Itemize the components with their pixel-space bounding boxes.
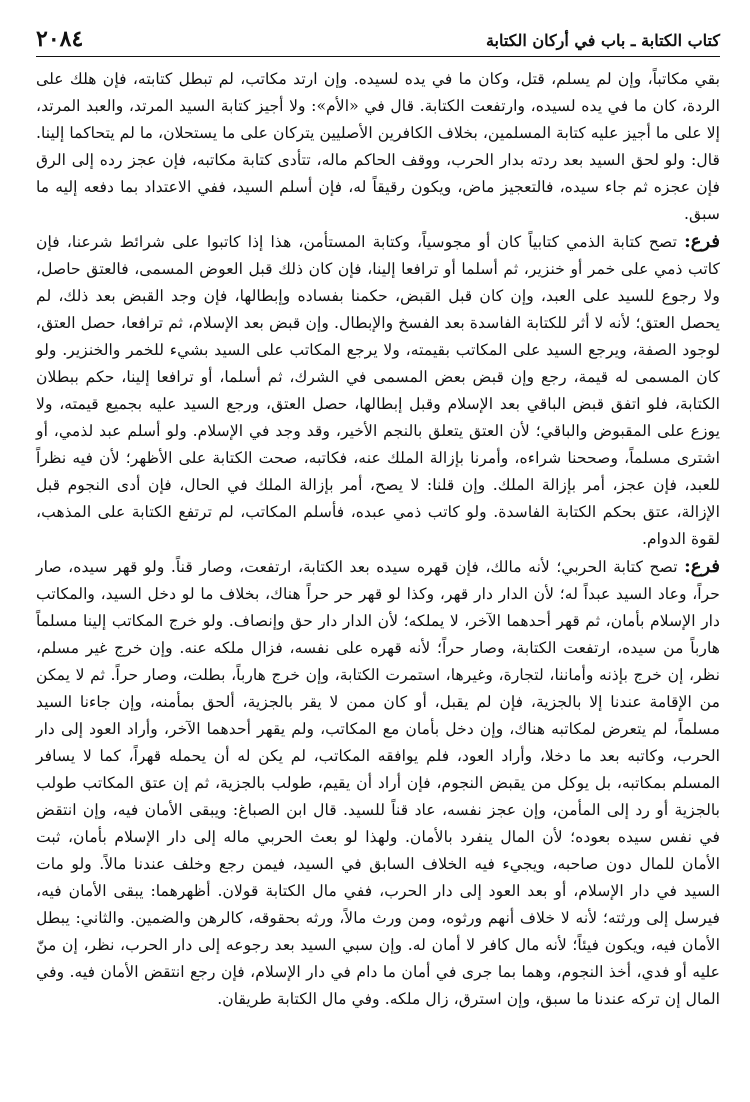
paragraph (36, 228, 720, 552)
paragraph-text: تصح كتابة الذمي كتابياً كان أو مجوسياً، وكتابة المستأمن، هذا إذا كاتبوا على شرائط شرعنا، فإن كاتب ذمي على خمر أو خنزير، ثم أسلما أو ترافعا إلينا، فإن كان ذلك قبل العوض المسمى، فالعتق حاصل، ولا رجوع للسيد على العبد، وإن كان قبل القبض، حكمنا بفساده وإبطالها، فإن وجد القبض بعد ذلك، لم يحصل العتق؛ لأنه لا أثر للكتابة الفاسدة بعد الفسخ والإبطال. وإن قبض بعد الإسلام، ثم ترافعا، حصل العتق، لوجود الصفة، ويرجع السيد على المكاتب بقيمته، ولا يرجع المكاتب على السيد بشيء للخمر والخنزير. ولو كان المسمى له قيمة، رجع وإن قبض بعض المسمى في الشرك، ثم أسلما، أو ترافعا إلينا، حكم ببطلان الكتابة، فلو اتفق قبض الباقي بعد الإسلام وقبل إبطالها، حصل العتق، ورجع السيد عليه بجميع قيمته، ولا يوزع على المقبوض والباقي؛ لأن العتق يتعلق بالنجم الأخير، وقد وجد في الإسلام. ولو أسلم عبد لذمي، أو اشترى مسلماً، وصححنا شراءه، وأمرنا بإزالة الملك عنه، فكاتبه، صحت الكتابة على الأظهر؛ لأن فيه نظراً للعبد، فإن عجز، أمر بإزالة الملك. وإن قلنا: لا يصح، أمر بإزالة الملك في الحال، فإن أدى النجوم قبل الإزالة، عتق بحكم الكتابة الفاسدة. ولو كاتب ذمي عبده، فأسلم المكاتب، لم ترتفع الكتابة على المذهب، لقوة الدوام. (36, 232, 720, 548)
paragraph-text: تصح كتابة الحربي؛ لأنه مالك، فإن قهره سيده بعد الكتابة، ارتفعت، وصار قناً. ولو قهر سيده، صار حراً، وعاد السيد عبداً له؛ لأن الدار دار قهر، وكذا لو قهر حر حراً هناك، بخلاف ما لو دخل السيد، والمكاتب دار الإسلام بأمان، ثم قهر أحدهما الآخر، لا يملكه؛ لأن الدار دار حق وإنصاف. ولو خرج المكاتب إلينا مسلماً هارباً من سيده، ارتفعت الكتابة، وصار حراً؛ لأنه قهره على نفسه، فزال ملكه عنه. وإن خرج غير مسلم، نظر، إن خرج بإذنه وأماننا، لتجارة، وغيرها، استمرت الكتابة، وإن خرج هارباً، بطلت، وصار حراً. ثم لا يمكن من الإقامة عندنا إلا بالجزية، فإن لم يقبل، أو كان ممن لا يقر بالجزية، ألحق بمأمنه، وإن جاءنا السيد مسلماً، لم يتعرض لمكاتبه هناك، وإن دخل بأمان مع المكاتب، ولم يقهر أحدهما الآخر، وأراد العود إلى دار الحرب، وكاتبه بعد ما دخلا، وأراد العود، فلم يوافقه المكاتب، لم يكن له أن يحمله قهراً، كما لا يسافر المسلم بمكاتبه، بل يوكل من يقبض النجوم، فإن أراد أن يقيم، طولب بالجزية، ثم إن عتق المكاتب طولب بالجزية أو رد إلى المأمن، وإن عجز نفسه، عاد قناً للسيد. قال ابن الصباغ: ويبقى الأمان فيه، وإن انتقض في نفس سيده بعوده؛ لأن المال ينفرد بالأمان. ولهذا لو بعث الحربي ماله إلى دار الإسلام بأمان، ثبت الأمان للمال دون صاحبه، ويجيء فيه الخلاف السابق في السيد، فيمن رجع وخلف عندنا مالاً. ولو مات السيد في دار الإسلام، أو بعد العود إلى دار الحرب، ففي مال الكتابة قولان. أظهرهما: يبقى الأمان فيه، فيرسل إلى ورثته؛ لأنه لا خلاف أنهم ورثوه، ومن ورث مالاً، ورثه بحقوقه، كالرهن والضمين. والثاني: يبطل الأمان فيه، ويكون فيئاً؛ لأنه مال كافر لا أمان له. وإن سبي السيد بعد رجوعه إلى دار الحرب، نظر، إن منّ عليه أو فدي، أخذ النجوم، وهما بما جرى في أمان ما دام في دار الإسلام، فإن رجع انتقض الأمان فيه. وفي المال إن تركه عندنا ما سبق، وإن استرق، زال ملكه. وفي مال الكتابة طريقان. (36, 557, 720, 1008)
running-title: كتاب الكتابة ـ باب في أركان الكتابة (485, 31, 720, 50)
page-header (36, 26, 720, 57)
paragraph (36, 65, 720, 227)
body-text (36, 65, 720, 1012)
section-label: فرع: (684, 556, 720, 577)
paragraph-text: بقي مكاتباً، وإن لم يسلم، قتل، وكان ما في يده لسيده. وإن ارتد مكاتب، لم تبطل كتابته، فإن هلك على الردة، كان ما في يده لسيده، وارتفعت الكتابة. قال في «الأم»: ولا أجيز كتابة السيد المرتد، والعبد المرتد، إلا على ما أجيز عليه كتابة المسلمين، بخلاف الكافرين الأصليين يتركان على ما يستحلان، ما لم يتحاكما إلينا. قال: ولو لحق السيد بعد ردته بدار الحرب، ووقف الحاكم ماله، تتأدى كتابة مكاتبه، فإن عجز رده إلى الرق فإن عجزه ثم جاء سيده، فالتعجيز ماض، ويكون رقيقاً له، فإن أسلم السيد، ففي الاعتداد بما دفعه إليه ما سبق. (36, 69, 720, 223)
page-number: ٢٠٨٤ (36, 26, 84, 52)
section-label: فرع: (684, 231, 720, 252)
book-page (36, 26, 720, 1086)
paragraph (36, 553, 720, 1012)
